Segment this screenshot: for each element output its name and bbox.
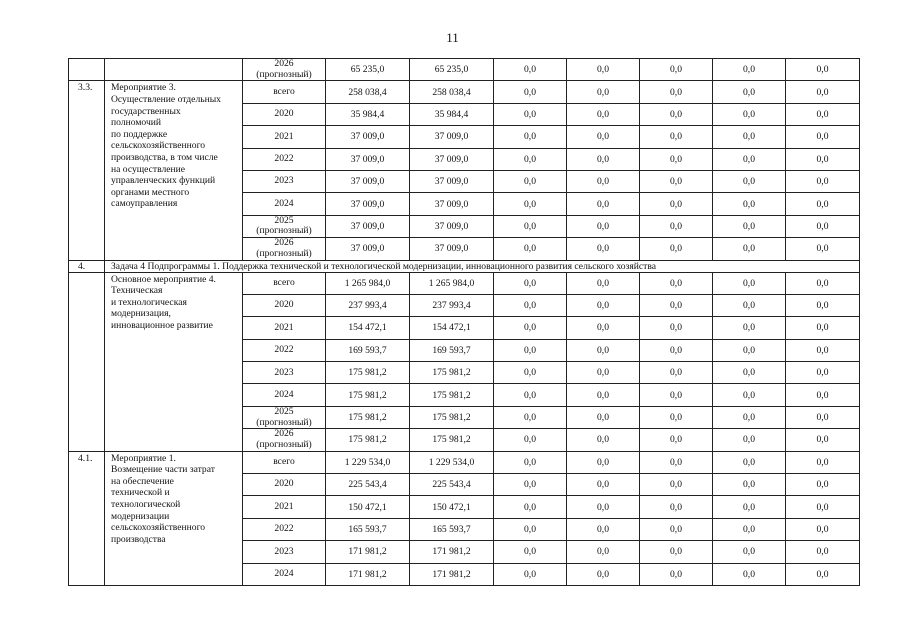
zero-cell: 0,0 [640,451,713,473]
zero-cell: 0,0 [567,294,640,316]
zero-cell: 0,0 [640,518,713,540]
name-line: инновационное развитие [111,319,213,331]
year-value: 2023 [274,545,294,557]
name-line: Осуществление отдельных [111,93,221,105]
table-row [69,451,860,473]
zero-cell: 0,0 [567,429,640,451]
budget-cell: 37 009,0 [410,238,494,260]
year-value: 2024 [274,388,294,400]
year-value: 2020 [274,108,294,120]
zero-cell: 0,0 [713,103,786,125]
zero-cell: 0,0 [786,59,860,81]
year-cell [243,193,326,215]
name-line: полномочий [111,117,162,129]
year-cell [243,563,326,585]
name-line: Мероприятие 1. [111,452,176,464]
budget-cell: 165 593,7 [410,518,494,540]
budget-cell: 1 265 984,0 [410,272,494,294]
zero-cell: 0,0 [713,215,786,237]
zero-cell: 0,0 [567,193,640,215]
zero-cell: 0,0 [786,362,860,384]
zero-cell: 0,0 [494,215,567,237]
year-cell [243,272,326,294]
zero-cell: 0,0 [494,170,567,192]
zero-cell: 0,0 [567,272,640,294]
zero-cell: 0,0 [567,215,640,237]
zero-cell: 0,0 [786,215,860,237]
total-cell: 171 981,2 [326,541,410,563]
year-cell [243,317,326,339]
zero-cell: 0,0 [713,59,786,81]
total-cell: 154 472,1 [326,317,410,339]
budget-cell: 150 472,1 [410,496,494,518]
zero-cell: 0,0 [713,238,786,260]
num-cell [69,59,105,81]
budget-cell: 175 981,2 [410,406,494,428]
zero-cell: 0,0 [640,170,713,192]
zero-cell: 0,0 [567,148,640,170]
zero-cell: 0,0 [567,384,640,406]
total-cell: 175 981,2 [326,384,410,406]
name-line: по поддержке [111,128,168,140]
year-cell [243,451,326,473]
budget-cell: 154 472,1 [410,317,494,339]
zero-cell: 0,0 [567,170,640,192]
task-row [69,260,860,272]
zero-cell: 0,0 [494,59,567,81]
zero-cell: 0,0 [713,272,786,294]
zero-cell: 0,0 [567,518,640,540]
zero-cell: 0,0 [713,406,786,428]
zero-cell: 0,0 [640,496,713,518]
total-cell: 65 235,0 [326,59,410,81]
total-cell: 175 981,2 [326,429,410,451]
year-cell [243,518,326,540]
zero-cell: 0,0 [640,215,713,237]
zero-cell: 0,0 [713,563,786,585]
budget-cell: 37 009,0 [410,148,494,170]
table-row [69,59,860,81]
zero-cell: 0,0 [494,518,567,540]
zero-cell: 0,0 [494,429,567,451]
total-cell: 237 993,4 [326,294,410,316]
name-line: сельскохозяйственного [111,522,206,534]
zero-cell: 0,0 [786,474,860,496]
zero-cell: 0,0 [786,429,860,451]
year-value: 2022 [274,523,294,535]
budget-cell: 37 009,0 [410,193,494,215]
budget-cell: 37 009,0 [410,215,494,237]
zero-cell: 0,0 [567,496,640,518]
zero-cell: 0,0 [567,339,640,361]
zero-cell: 0,0 [713,362,786,384]
zero-cell: 0,0 [713,294,786,316]
year-note: (прогнозный) [256,68,312,80]
budget-cell: 175 981,2 [410,429,494,451]
zero-cell: 0,0 [786,193,860,215]
year-cell [243,362,326,384]
zero-cell: 0,0 [494,317,567,339]
zero-cell: 0,0 [640,429,713,451]
zero-cell: 0,0 [713,193,786,215]
budget-cell: 37 009,0 [410,170,494,192]
zero-cell: 0,0 [640,541,713,563]
budget-cell: 65 235,0 [410,59,494,81]
year-value: 2021 [274,500,294,512]
num-cell: 3.3. [69,81,105,260]
zero-cell: 0,0 [567,406,640,428]
budget-cell: 225 543,4 [410,474,494,496]
total-cell: 37 009,0 [326,126,410,148]
year-cell [243,496,326,518]
total-cell: 35 984,4 [326,103,410,125]
zero-cell: 0,0 [786,406,860,428]
zero-cell: 0,0 [494,496,567,518]
year-cell [243,148,326,170]
total-cell: 175 981,2 [326,362,410,384]
zero-cell: 0,0 [567,81,640,103]
zero-cell: 0,0 [786,496,860,518]
zero-cell: 0,0 [640,126,713,148]
name-line: модернизации [111,510,170,522]
year-value: 2020 [274,299,294,311]
year-cell [243,429,326,451]
year-value: 2025 [274,215,294,226]
zero-cell: 0,0 [640,317,713,339]
year-value: всего [273,85,295,97]
zero-cell: 0,0 [494,103,567,125]
zero-cell: 0,0 [640,238,713,260]
zero-cell: 0,0 [494,81,567,103]
zero-cell: 0,0 [713,81,786,103]
year-cell [243,238,326,260]
year-cell [243,59,326,81]
task-text: Задача 4 Подпрограммы 1. Поддержка технической и технологической модернизации, инновационного развития сельского хозяйства [105,260,860,272]
year-cell [243,339,326,361]
total-cell: 37 009,0 [326,170,410,192]
zero-cell: 0,0 [494,339,567,361]
table-row [69,81,860,103]
zero-cell: 0,0 [640,103,713,125]
total-cell: 1 229 534,0 [326,451,410,473]
zero-cell: 0,0 [786,563,860,585]
zero-cell: 0,0 [640,272,713,294]
year-value: 2023 [274,175,294,187]
zero-cell: 0,0 [494,451,567,473]
num-cell: 4.1. [69,451,105,585]
year-value: 2026 [274,428,294,440]
zero-cell: 0,0 [494,474,567,496]
year-value: 2026 [274,237,294,249]
year-value: 2026 [274,58,294,70]
zero-cell: 0,0 [713,126,786,148]
zero-cell: 0,0 [786,126,860,148]
budget-cell: 175 981,2 [410,362,494,384]
zero-cell: 0,0 [713,429,786,451]
zero-cell: 0,0 [786,541,860,563]
zero-cell: 0,0 [494,362,567,384]
zero-cell: 0,0 [713,474,786,496]
year-value: 2020 [274,478,294,490]
zero-cell: 0,0 [713,496,786,518]
zero-cell: 0,0 [494,148,567,170]
year-value: 2022 [274,153,294,164]
budget-cell: 171 981,2 [410,541,494,563]
budget-cell: 171 981,2 [410,563,494,585]
year-cell [243,126,326,148]
zero-cell: 0,0 [713,451,786,473]
zero-cell: 0,0 [640,59,713,81]
name-cell [105,59,243,81]
page-number: 11 [446,30,459,45]
name-line: технологической [111,499,181,511]
zero-cell: 0,0 [494,294,567,316]
budget-cell: 1 229 534,0 [410,451,494,473]
zero-cell: 0,0 [786,384,860,406]
year-cell [243,170,326,192]
budget-table [68,58,860,586]
num-cell [69,272,105,451]
zero-cell: 0,0 [786,518,860,540]
total-cell: 1 265 984,0 [326,272,410,294]
zero-cell: 0,0 [640,362,713,384]
zero-cell: 0,0 [713,148,786,170]
budget-cell: 258 038,4 [410,81,494,103]
zero-cell: 0,0 [567,238,640,260]
zero-cell: 0,0 [640,563,713,585]
name-line: органами местного [111,186,190,198]
budget-cell: 175 981,2 [410,384,494,406]
year-cell [243,541,326,563]
zero-cell: 0,0 [567,563,640,585]
year-value: 2024 [274,568,294,580]
budget-cell: 35 984,4 [410,103,494,125]
total-cell: 171 981,2 [326,563,410,585]
table-row [69,272,860,294]
budget-cell: 169 593,7 [410,339,494,361]
name-cell [105,451,243,585]
year-value: 2021 [274,130,294,142]
zero-cell: 0,0 [640,81,713,103]
name-line: Возмещение части затрат [111,464,215,476]
zero-cell: 0,0 [640,474,713,496]
year-value: 2021 [274,321,294,333]
total-cell: 37 009,0 [326,215,410,237]
zero-cell: 0,0 [567,59,640,81]
zero-cell: 0,0 [494,126,567,148]
zero-cell: 0,0 [567,474,640,496]
total-cell: 37 009,0 [326,148,410,170]
zero-cell: 0,0 [786,294,860,316]
zero-cell: 0,0 [567,317,640,339]
zero-cell: 0,0 [567,126,640,148]
year-value: всего [273,456,295,468]
zero-cell: 0,0 [640,406,713,428]
year-value: 2023 [274,366,294,378]
name-line: модернизация, [111,308,171,320]
year-value: всего [273,276,295,288]
total-cell: 37 009,0 [326,238,410,260]
name-cell [105,272,243,451]
zero-cell: 0,0 [494,193,567,215]
zero-cell: 0,0 [640,339,713,361]
zero-cell: 0,0 [786,451,860,473]
zero-cell: 0,0 [713,317,786,339]
name-line: производства [111,533,166,545]
name-line: самоуправления [111,198,178,210]
year-note: (прогнозный) [256,438,312,450]
zero-cell: 0,0 [713,170,786,192]
total-cell: 150 472,1 [326,496,410,518]
name-line: на обеспечение [111,475,174,487]
year-cell [243,294,326,316]
year-cell [243,406,326,428]
year-cell [243,215,326,237]
year-note: (прогнозный) [256,247,312,259]
name-line: и технологическая [111,296,187,308]
zero-cell: 0,0 [786,317,860,339]
zero-cell: 0,0 [567,362,640,384]
year-note: (прогнозный) [256,225,312,237]
zero-cell: 0,0 [567,451,640,473]
zero-cell: 0,0 [567,103,640,125]
zero-cell: 0,0 [494,541,567,563]
name-line: государственных [111,105,181,117]
zero-cell: 0,0 [640,384,713,406]
year-value: 2025 [274,406,294,418]
total-cell: 165 593,7 [326,518,410,540]
zero-cell: 0,0 [494,406,567,428]
total-cell: 225 543,4 [326,474,410,496]
year-cell [243,384,326,406]
zero-cell: 0,0 [713,541,786,563]
total-cell: 175 981,2 [326,406,410,428]
total-cell: 169 593,7 [326,339,410,361]
year-cell [243,103,326,125]
zero-cell: 0,0 [786,81,860,103]
name-line: Мероприятие 3. [111,82,176,94]
budget-cell: 37 009,0 [410,126,494,148]
zero-cell: 0,0 [786,272,860,294]
year-cell [243,474,326,496]
zero-cell: 0,0 [494,384,567,406]
zero-cell: 0,0 [713,518,786,540]
zero-cell: 0,0 [786,339,860,361]
zero-cell: 0,0 [640,294,713,316]
zero-cell: 0,0 [713,384,786,406]
year-note: (прогнозный) [256,416,312,428]
total-cell: 37 009,0 [326,193,410,215]
zero-cell: 0,0 [494,563,567,585]
year-value: 2024 [274,197,294,209]
zero-cell: 0,0 [494,272,567,294]
name-line: сельскохозяйственного [111,140,206,152]
zero-cell: 0,0 [713,339,786,361]
year-cell [243,81,326,103]
zero-cell: 0,0 [786,238,860,260]
zero-cell: 0,0 [494,238,567,260]
task-num: 4. [69,260,105,272]
year-value: 2022 [274,344,294,356]
zero-cell: 0,0 [786,103,860,125]
name-line: на осуществление [111,163,186,175]
name-line: Основное мероприятие 4. [111,273,216,285]
name-line: производства, в том числе [111,151,218,163]
zero-cell: 0,0 [786,148,860,170]
zero-cell: 0,0 [640,148,713,170]
zero-cell: 0,0 [786,170,860,192]
total-cell: 258 038,4 [326,81,410,103]
zero-cell: 0,0 [567,541,640,563]
zero-cell: 0,0 [640,193,713,215]
name-line: управленческих функций [111,175,216,187]
name-line: технической и [111,487,170,499]
budget-cell: 237 993,4 [410,294,494,316]
name-cell [105,81,243,260]
name-line: Техническая [111,285,163,297]
